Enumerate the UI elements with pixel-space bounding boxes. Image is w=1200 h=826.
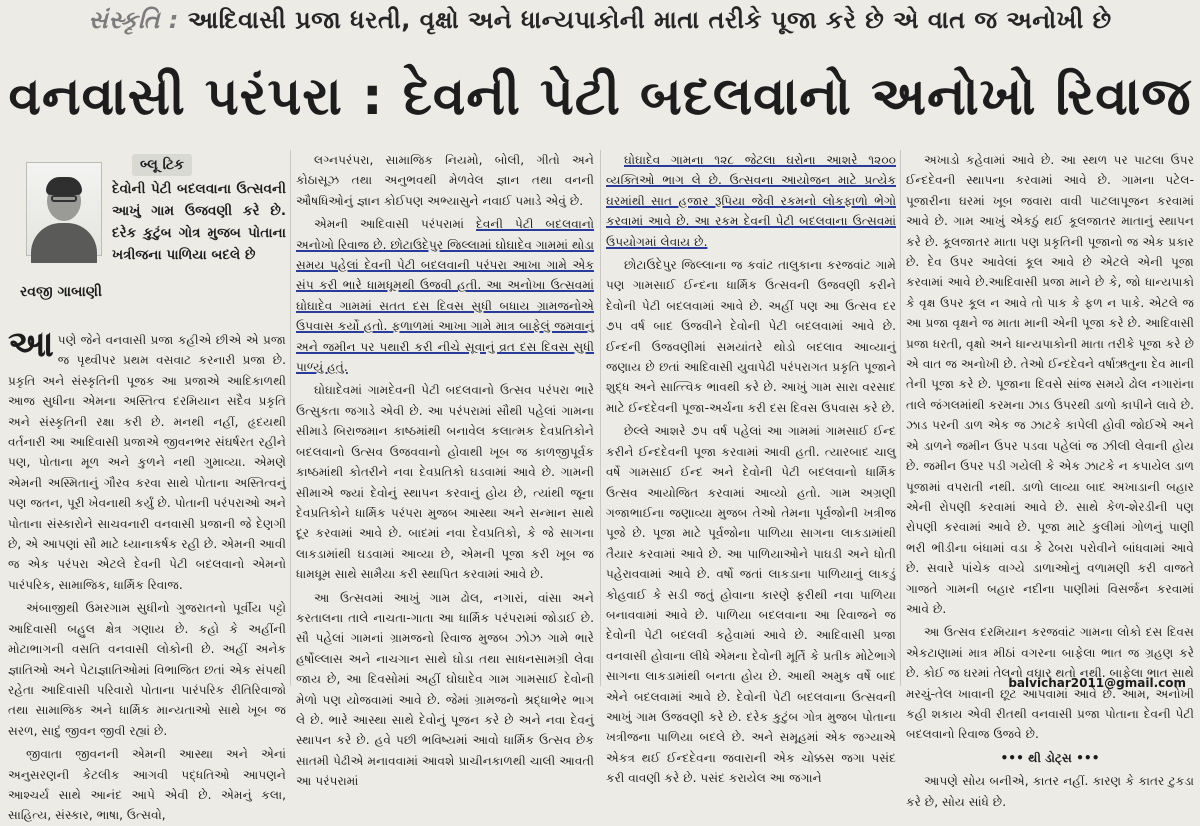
author-name: રવજી ગાબાણી — [20, 284, 102, 300]
column-1 — [8, 148, 286, 823]
kicker-text: આદિવાસી પ્રજા ધરતી, વૃક્ષો અને ધાન્યપાકોની માતા તરીકે પૂજા કરે છે એ વાત જ અનોખી છે — [187, 6, 1112, 34]
paragraph: અખાડો કહેવામાં આવે છે. આ સ્થળ પર પાટલા ઉપર ઈન્દદેવની સ્થાપના કરવામાં આવે છે. ગામના પટેલ-પૂજારીના ઘરમાં ખૂબ જવારા વાવી પાટલાપૂજન કરવામાં આવે છે. ગામ આખું એકઠું થઈ કૂલજાતર માતાનું સ્થાપન કરે છે. કૂલજાતર માતા પણ પ્રકૃતિની પૂજાનો જ એક પ્રકાર છે. દેવ ઉપર આવેલાં કૂલ આવે છે એટલે એની પૂજા કરવામાં આવે છે.આદિવાસી પ્રજા માને છે કે, જો ધાન્યપાકો કે વૃક્ષ ઉપર કૂલ ન આવે તો પાક કે ફળ ન પાકે. એટલે જ આ પ્રજા વૃક્ષને જ માતા માની એની પૂજા કરે છે. આદિવાસી પ્રજા ધરતી, વૃક્ષો અને ધાન્યપાકોની માતા તરીકે પૂજા કરે છે એ વાત જ અનોખી છે. તેઓ ઈન્દદેવને વર્ષાઋતુના દેવ માની તેની પૂજા કરે છે. પૂજાના દિવસે સાંજ સમયે ઢોલ નગારાંના તાલે જંગલમાંથી કરમના ઝાડ ઉપરથી ડાળો કાપીને લાવે છે. ઝાડ પરની ડાળ એક જ ઝાટકે કાપેલી હોવી જોઈએ અને એ ડાળને જમીન ઉપર પડવા પહેલાં જ ઝીલી લેવાની હોય છે. જમીન ઉપર પડી ગયેલી કે એક ઝાટકે ન કપાયેલ ડાળ પૂજામાં વપરાતી નથી. ડાળો લાવ્યા બાદ અખાડાની બહાર એની રોપણી કરવામાં આવે છે. સાથે કેળ-શેરડીની પણ રોપણી કરવામાં આવે છે. પૂજા માટે કુલીમાં ગોળનું પાણી ભરી ભીડીના બંધામાં વડા કે ઢેબરા પરોવીને બાંધવામાં આવે છે. સવારે પાંચેક વાગ્યે ડાળાઓનું વળામણી કરી વાજતે ગાજતે ગામની બહાર નદીના પાણીમાં વિસર્જન કરવામાં આવે છે. — [906, 153, 1194, 616]
three-dots-heading: ••• થી ડોટ્સ ••• — [1000, 750, 1100, 765]
kicker-line — [0, 6, 1200, 46]
paragraph: આ ઉત્સવ દરમિયાન કરજવાંટ ગામના લોકો દસ દિવસ એકટાણામાં માત્ર મીઠાં વગરના બાફેલા ભાત જ ગ્રહણ કરે છે. કોઈ જ ઘરમાં તેલનો વઘાર થતો નથી. બાફેલા ભાત સાથે મરચું-તેલ ખાવાની છૂટ આપવામાં આવે છે. આમ, અનોખી કહી શકાય એવી રીતથી વનવાસી પ્રજા પોતાના દેવની પેટી બદલવાનો રિવાજ ઉજવે છે. — [906, 625, 1194, 742]
paragraph — [296, 214, 594, 377]
paragraph: અંબાજીથી ઉમરગામ સુધીનો ગુજરાતનો પૂર્વીય પટ્ટો આદિવાસી બહુલ ક્ષેત્ર ગણાય છે. કહો કે અહીંની મોટાભાગની વસતિ વનવાસી લોકોની છે. અહીં અનેક જ્ઞાતિઓ અને પેટાજ્ઞાતિઓમાં વિભાજિત છતાં એક સંપથી રહેતા આદિવાસી પરિવારો પોતાના પારંપરિક રીતિરિવાજો તથા સામાજિક અને ધાર્મિક માન્યતાઓ સાથે ખૂબ જ સરળ, સાદું જીવન જીવી રહ્યાં છે. — [8, 601, 286, 738]
author-email: balvichar2011@gmail.com — [1008, 676, 1186, 690]
paragraph: છોટાઉદેપુર જિલ્લાના જ કવાંટ તાલુકાના કરજવાંટ ગામે પણ ગામસાઈ ઈન્દના ધાર્મિક ઉત્સવની ઉજવણી કરીને દેવોની પેટી બદલવામાં આવે છે. અહીં પણ આ ઉત્સવ દર ૭૫ વર્ષ બાદ ઉજવીને દેવોની પેટી બદલવામાં આવે છે. ઈન્દની ઉજવણીમાં સમયાંતરે થોડો બદલાવ આવ્યાનું જણાય છે છતાં આદિવાસી યુવાપેઢી પરંપરાગત પ્રકૃતિ પૂજાને શુદ્ધ અને સાત્ત્વિક ભાવથી કરે છે. આખું ગામ સારા વરસાદ માટે ઈન્દદેવની પૂજા-અર્ચના કરી દસ દિવસ ઉપવાસ કરે છે. — [606, 258, 896, 415]
headline: વનવાસી પરંપરા : દેવની પેટી બદલવાનો અનોખો રિવાજ — [8, 67, 1192, 127]
paragraph-text: એમની આદિવાસી પરંપરામાં — [314, 217, 465, 232]
underlined-text: દેવની પેટી બદલવાનો અનોખો રિવાજ છે — [296, 217, 595, 252]
paragraph — [8, 324, 286, 595]
column-2 — [296, 150, 595, 789]
paragraph-text: પણે જેને વનવાસી પ્રજા કહીએ છીએ એ પ્રજા જ પૃથ્વીપર પ્રથમ વસવાટ કરનારી પ્રજા છે. પ્રકૃતિ અને સંસ્કૃતિની પૂજક આ પ્રજાએ આદિકાળથી આજ સુધીના એમના અસ્તિત્વ દરમિયાન સદૈવ પ્રકૃતિ અને સંસ્કૃતિની રક્ષા કરી છે. મનથી નહીં, હૃદયથી વર્તનારી આ આદિવાસી પ્રજાએ જીવનભર સંઘર્ષરત રહીને પણ, પોતાના મૂળ અને કુળને નથી ગુમાવ્યા. એમણે એમની અસ્મિતાનું ગૌરવ કરવા સાથે પોતાના અસ્તિત્વનું પણ જતન, પૂરી ખેવનાથી કર્યું છે. પોતાની પરંપરાઓ અને પોતાના સંસ્કારોને સાચવનારી વનવાસી પ્રજાની જે દેણગી છે, એ આપણાં સૌ માટે ધ્યાનાકર્ષક રહી છે. એમની આવી જ એક પરંપરા એટલે દેવની પેટી બદલવાનો એમનો પારંપરિક, સામાજિક, ધાર્મિક રિવાજ. — [8, 333, 286, 592]
column-divider — [600, 150, 601, 686]
paragraph: ઘોઘાદેવમાં ગામદેવની પેટી બદલવાનો ઉત્સવ પરંપરા ભારે ઉત્સુકતા જગાડે એવી છે. આ પરંપરામાં સૌથી પહેલાં ગામના સીમાડે બિરાજમાન કાષ્ઠમાંથી બનાવેલ કલાત્મક દેવપ્રતિકોને બદલવાનો ઉત્સવ ઉજવવાનો હોવાથી ખૂબ જ કાળજીપૂર્વક કાષ્ઠમાંથી કોતરીને નવા દેવપ્રતિકો ઘડવામાં આવે છે. ગામની સીમાએ જ્યાં દેવોનું સ્થાપન કરવાનું હોય છે, ત્યાંથી જૂના દેવપ્રતિકોને ધાર્મિક પરંપરા મુજબ આસ્થા અને સન્માન સાથે દૂર કરવામાં આવે છે. બાદમાં નવા દેવપ્રતિકો, કે જે સાગના લાકડામાંથી ઘડવામાં આવ્યા છે, એમની પૂજા કરી ખૂબ જ ધામધૂમ સાથે સામૈયા કરી સ્થાપિત કરવામાં આવે છે. — [296, 383, 594, 582]
column-4 — [906, 150, 1194, 809]
byline-intro: દેવોની પેટી બદલવાના ઉત્સવની આખું ગામ ઉજવણી કરે છે. દરેક કુટુંબ ગોત્ર મુજબ પોતાના ખત્રીજના પાળિયા બદલે છે — [112, 181, 286, 263]
byline-box — [8, 148, 286, 326]
paragraph: જીવાતા જીવનની એમની આસ્થા અને એનાં અનુસરણની કેટલીક આગવી પદ્ધતિઓ આપણને આશ્ચર્ય સાથે આનંદ આપે એવી છે. એમનું કલા, સાહિત્ય, સંસ્કાર, ભાષા, ઉત્સવો, — [8, 747, 286, 823]
author-photo — [26, 162, 102, 256]
closing-note: આપણે સોય બનીએ, કાતર નહીં. કારણ કે કાતર ટુકડા કરે છે, સોય સાંધે છે. — [906, 774, 1194, 809]
paragraph: આ ઉત્સવમાં આખું ગામ ઢોલ, નગારાં, વાંસા અને કરતાલના તાલે નાચતા-ગાતા આ ધાર્મિક પરંપરામાં જોડાઈ છે. સૌ પહેલાં ગામનાં ગ્રામજનો રિવાજ મુજબ ઝોઝ ગામે ભારે હર્ષોલ્લાસ અને નાચગાન સાથે ઘોડા તથા સાધનસામગ્રી લેવા જાય છે, આ દિવસોમાં અહીં ઘોઘાદેવ ગામ ગામસાઈ દેવોની મેળો પણ યોજવામાં આવે છે. જેમાં ગ્રામજનો શ્રદ્ધાભેર ભાગ લે છે. ભારે આસ્થા સાથે દેવોનું પૂજન કરે છે અને નવા દેવનું સ્થાપન કરે છે. હવે પછી ભવિષ્યમાં આવો ધાર્મિક ઉત્સવ છેક સાતમી પેઢીએ મનાવવામાં આવશે પ્રાચીનકાળથી ચાલી આવતી આ પરંપરામાં — [296, 590, 594, 789]
column-3 — [606, 150, 896, 786]
paragraph: છેલ્લે આશરે ૭૫ વર્ષ પહેલાં આ ગામમાં ગામસાઈ ઈન્દ કરીને ઈન્દદેવની પૂજા કરવામાં આવી હતી. ત્યારબાદ ચાલુ વર્ષે ગામસાઈ ઈન્દ અને દેવોની પેટી બદલવાનો ધાર્મિક ઉત્સવ આયોજિત કરવામાં આવ્યો હતો. ગામ અગ્રણી ગજાભાઈના જણાવ્યા મુજબ તેઓ તેમના પૂર્વજોની ખત્રીજ પૂજે છે. પૂજા માટે પૂર્વજોના પાળિયા સાગના લાકડામાંથી તૈયાર કરવામાં આવે છે. આ પાળિયાઓને પાઘડી અને ધોતી પહેરાવવામાં આવે છે. વર્ષો જતાં લાકડાના પાળિયાનું લાકડું કોહવાઈ કે સડી જતું હોવાના કારણે ફરીથી નવા પાળિયા બનાવવામાં આવે છે. પાળિયા બદલવાના આ રિવાજને જ દેવોની પેટી બદલવી કહેવામાં આવે છે. આદિવાસી પ્રજા વનવાસી હોવાના લીધે એમના દેવોની મૂર્તિ કે પ્રતીક મોટેભાગે સાગના લાકડામાંથી બનતા હોય છે. આથી અમુક વર્ષે બાદ એને બદલવામાં આવે છે. દેવોની પેટી બદલવાના ઉત્સવની આખું ગામ ઉજવણી કરે છે. દરેક કુટુંબ ગોત્ર મુજબ પોતાના ખત્રીજના પાળિયા બદલે છે. અને સમૂહમાં એક જગ્યાએ એકત્ર થઈ ઈન્દદેવના જવારાની એક ચોક્કસ જગા પસંદ કરી વાવણી કરે છે. પસંદ કરાયેલ આ જગાને — [606, 424, 896, 786]
underlined-text: . છોટાઉદેપુર જિલ્લામાં ઘોઘાદેવ ગામમાં થોડા સમય પહેલાં દેવની પેટી બદલવાની પરંપરા આખા ગામે એક સંપ કરી ભારે ધામધૂમથી ઉજવી હતી. આ અનોખા ઉત્સવમાં ઘોઘાદેવ ગામમાં સતત દસ દિવસ સુધી બધાય ગ્રામજનોએ ઉપવાસ કર્યો હતો. ફળાળમાં આખા ગામે માત્ર બાફેલું જમવાનું અને જમીન પર પથારી કરી નીચે સૂવાનું વ્રત દસ દિવસ સુધી પાળ્યું હતું. — [296, 237, 594, 375]
blue-tick-tag: બ્લૂ ટિક — [132, 154, 192, 176]
column-divider — [290, 150, 291, 686]
paragraph: લગ્નપરંપરા, સામાજિક નિયમો, બોલી, ગીતો અને કોઠાસૂઝ તથા અનુભવથી મેળવેલ જ્ઞાન તથા વનની ઔષધિઓનું જ્ઞાન કોઈપણ અભ્યાસુને નવાઈ પમાડે એવું છે. — [296, 153, 594, 208]
paragraph — [606, 150, 896, 252]
column-divider — [900, 150, 901, 686]
kicker-label: સંસ્કૃતિ : — [88, 6, 179, 34]
underlined-text: ઘોઘાદેવ ગામના ૧૨૮ જેટલા ઘરોના આશરે ૧૨૦૦ વ્યક્તિઓ ભાગ લે છે. ઉત્સવના આયોજન માટે પ્રત્યેક ઘરમાંથી સાત હજાર રૂપિયા જેવી રકમનો લોકફાળો ભેગો કરવામાં આવે છે. આ રકમ દેવની પેટી બદલવાના ઉત્સવમાં ઉપયોગમાં લેવાય છે. — [606, 153, 896, 249]
drop-cap: આ — [8, 324, 54, 365]
